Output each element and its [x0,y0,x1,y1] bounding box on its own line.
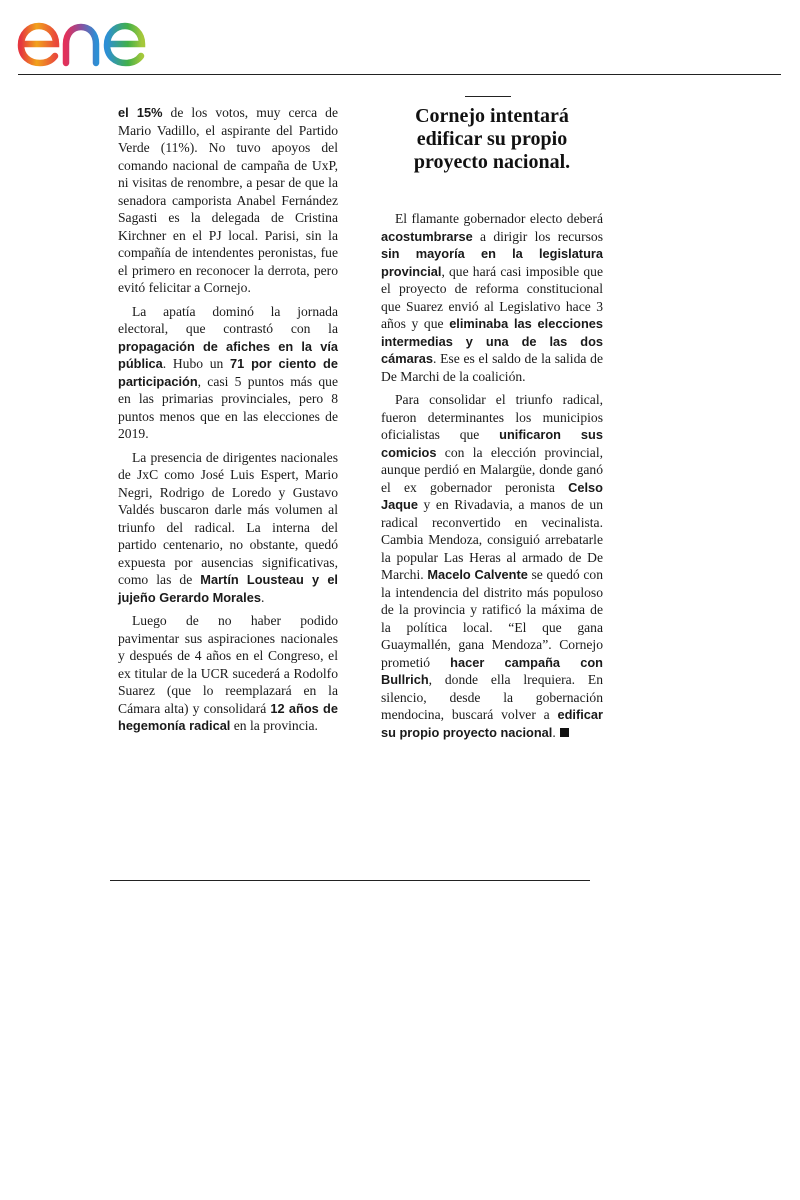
bold-phrase: 12 años de hegemonía radical [118,700,338,733]
headline: Cornejo intentará edificar su propio proyecto nacional. [413,105,571,173]
paragraph: el 15% de los votos, muy cerca de Mario Vadillo, el aspirante del Partido Verde (11%). No tuvo apoyos del comando nacional de campaña de UxP, ni visitas de renombre, a pesar de que la senadora camporista Anabel Fernández Sagasti es la delegada de Cristina Kirchner en el PJ local. Parisi, sin la compañía de intendentes peronistas, fue el primero en reconocer la derrota, pero evitó felicitar a Cornejo. [118,105,338,295]
bold-phrase: hacer campaña con Bullrich [381,654,603,687]
bold-phrase: edificar su propio proyecto nacional [381,707,603,740]
bold-phrase: unificaron sus comicios [381,427,603,460]
paragraph: Para consolidar el triunfo radical, fueron determinantes los municipios oficialistas que unificaron sus comicios con la elección provincial, aunque perdió en Malargüe, donde ganó el ex gobernador peronista Celso Jaque y en Rivadavia, a manos de un radical reconvertido en vecinalista. Cambia Mendoza, consiguió arrebatarle la popular Las Heras al armado de De Marchi. Macelo Calvente se quedó con la intendencia del distrito más populoso de la provincia y ratificó la máxima de la política local. “El que gana Guaymallén, gana Mendoza”. Cornejo prometió hacer campaña con Bullrich, donde ella lrequiera. En silencio, desde la gobernación mendocina, buscará volver a edificar su propio proyecto nacional. [381,392,603,740]
headline-rule [465,96,511,97]
enel-logo [16,6,186,70]
paragraph: La apatía dominó la jornada electoral, que contrastó con la propagación de afiches en la vía pública. Hubo un 71 por ciento de participación, casi 5 puntos más que en las primarias provinciales, pero 8 puntos menos que en las elecciones de 2019. [118,303,338,441]
bold-phrase: acostumbrarse [381,228,473,244]
bold-phrase: el 15% [118,105,163,120]
paragraph: La presencia de dirigentes nacionales de JxC como José Luis Espert, Mario Negri, Rodrigo de Loredo y Gustavo Valdés buscaron darle más volumen al triunfo del radical. La interna del partido centenario, no obstante, quedó expuesta por ausencias significativas, como las de Martín Lousteau y el jujeño Gerardo Morales. [118,449,338,605]
paragraph: Luego de no haber podido pavimentar sus aspiraciones nacionales y después de 4 años en el Congreso, el ex titular de la UCR sucederá a Rodolfo Suarez (que lo reemplazará en la Cámara alta) y consolidará 12 años de hegemonía radical en la provincia. [118,613,338,733]
bold-phrase: propagación de afiches en la vía pública [118,338,338,371]
bold-phrase: sin mayoría en la legislatura provincial [381,246,603,279]
paragraph: El flamante gobernador electo deberá acostumbrarse a dirigir los recursos sin mayoría en la legislatura provincial, que hará casi imposible que el proyecto de reforma constitucional que Suarez envió al Legislativo hace 3 años y que eliminaba las elecciones intermedias y una de las dos cámaras. Ese es el saldo de la salida de De Marchi de la coalición. [381,211,603,384]
bold-phrase: Macelo Calvente [427,567,528,582]
header-rule [18,74,781,75]
right-column [381,210,603,741]
bold-phrase: Celso Jaque [381,479,603,512]
bold-phrase: Martín Lousteau y el jujeño Gerardo Morales [118,572,338,605]
bold-phrase: 71 por ciento de participación [118,356,338,389]
bold-phrase: eliminaba las elecciones intermedias y una de las dos cámaras [381,316,603,366]
footer-rule [110,880,590,881]
end-of-article-mark [560,728,569,737]
left-column [118,104,338,735]
